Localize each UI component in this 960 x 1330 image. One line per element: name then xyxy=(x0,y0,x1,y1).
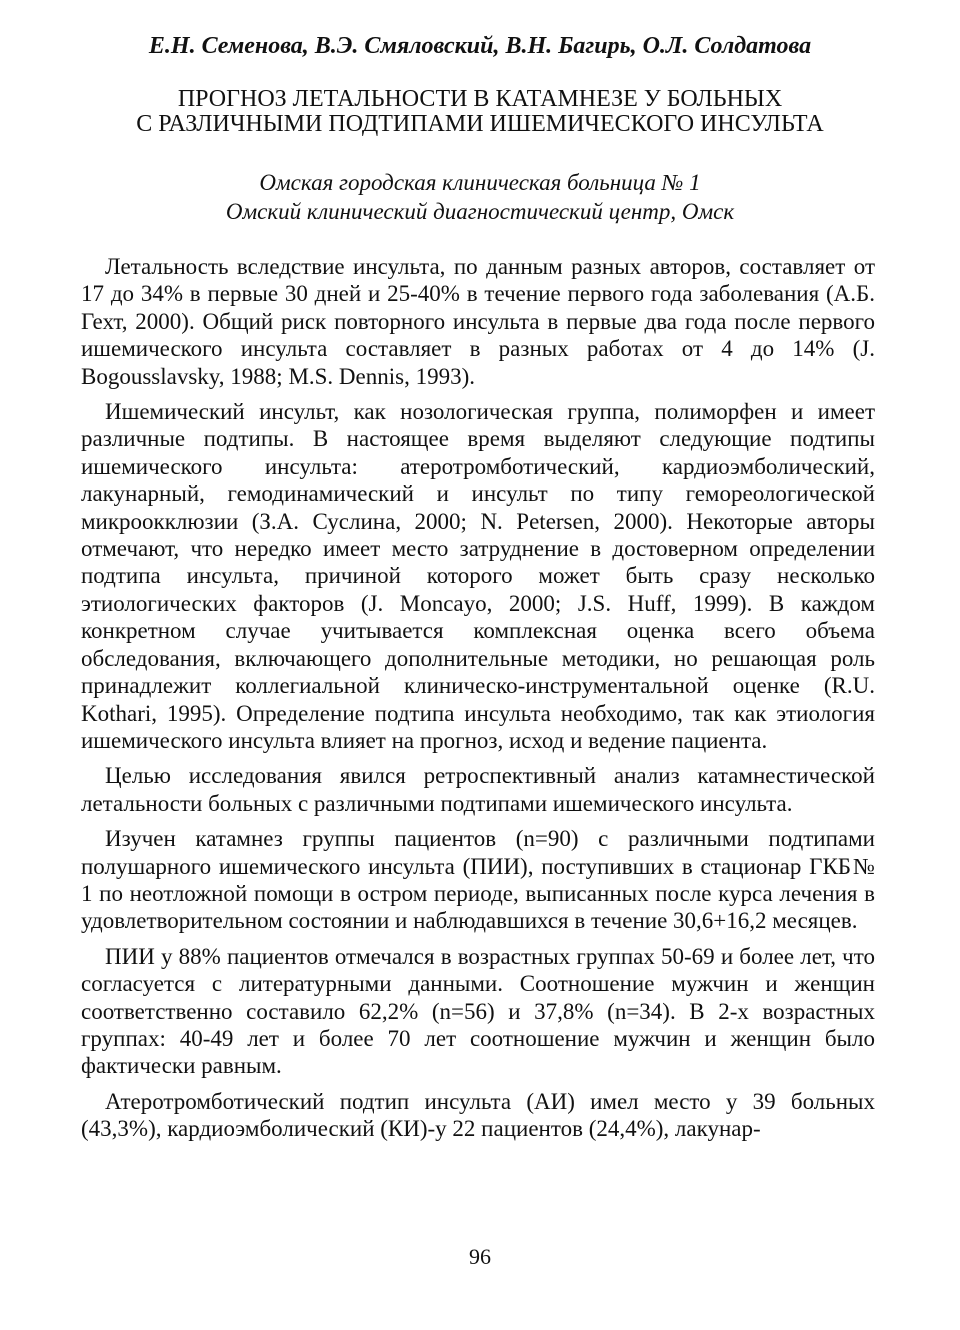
body-paragraph-6: Атеротромботический подтип инсульта (АИ) имел место у 39 больных (43,3%), кардиоэмболический (КИ)-у 22 пациентов (24,4%), лакунар- xyxy=(81,1088,875,1142)
body-paragraph-2: Ишемический инсульт, как нозологическая группа, полиморфен и имеет различные подтипы. В настоящее время выделяют следующие подтипы ишемического инсульта: атеротромботический, кардиоэмболический, лакунарный, гемодинамический и инсульт по типу гемореологической микроокклюзии (З.А. Суслина, 2000; N. Petersen, 2000). Некоторые авторы отмечают, что нередко имеет место затруднение в достоверном определении подтипа инсульта, причиной которого может быть сразу несколько этиологических факторов (J. Moncayo, 2000; J.S. Huff, 1999). В каждом конкретном случае учитывается комплексная оценка всего объема обследования, включающего дополнительные методики, но решающая роль принадлежит коллегиальной клиническо-инструментальной оценке (R.U. Kothari, 1995). Определение подтипа инсульта необходимо, так как этиология ишемического инсульта влияет на прогноз, исход и ведение пациента. xyxy=(81,399,875,753)
affiliation-block xyxy=(60,168,900,226)
article-title-line-1: ПРОГНОЗ ЛЕТАЛЬНОСТИ В КАТАМНЕЗЕ У БОЛЬНЫХ xyxy=(177,86,783,112)
body-paragraph-4: Изучен катамнез группы пациентов (n=90) с различными подтипами полушарного ишемического инсульта (ПИИ), поступивших в стационар ГКБ№ 1 по неотложной помощи в остром периоде, выписанных после курса лечения в удовлетворительном состоянии и наблюдавшихся в течение 30,6+16,2 месяцев. xyxy=(81,826,875,934)
author-list: Е.Н. Семенова, В.Э. Смяловский, В.Н. Багирь, О.Л. Солдатова xyxy=(148,33,812,59)
body-paragraph-5: ПИИ у 88% пациентов отмечался в возрастных группах 50-69 и более лет, что согласуется с литературными данными. Соотношение мужчин и женщин соответственно составило 62,2% (n=56) и 37,8% (n=34). В 2-х возрастных группах: 40-49 лет и более 70 лет соотношение мужчин и женщин было фактически равным. xyxy=(81,943,875,1079)
page-number: 96 xyxy=(469,1244,491,1269)
body-paragraph-1: Летальность вследствие инсульта, по данным разных авторов, составляет от 17 до 34% в первые 30 дней и 25-40% в течение первого года заболевания (А.Б. Гехт, 2000). Общий риск повторного инсульта в первые два года после первого ишемического инсульта составляет в разных работах от 4 до 14% (J. Bogousslavsky, 1988; M.S. Dennis, 1993). xyxy=(81,254,875,389)
article-body xyxy=(81,253,875,1151)
affiliation-line-2: Омский клинический диагностический центр, Омск xyxy=(225,199,735,224)
article-title-line-2: С РАЗЛИЧНЫМИ ПОДТИПАМИ ИШЕМИЧЕСКОГО ИНСУЛЬТА xyxy=(136,111,824,137)
affiliation-line-1: Омская городская клиническая больница № 1 xyxy=(259,170,701,195)
body-paragraph-3: Целью исследования явился ретроспективный анализ катамнестической летальности больных с различными подтипами ишемического инсульта. xyxy=(81,763,875,816)
article-title xyxy=(60,87,900,137)
